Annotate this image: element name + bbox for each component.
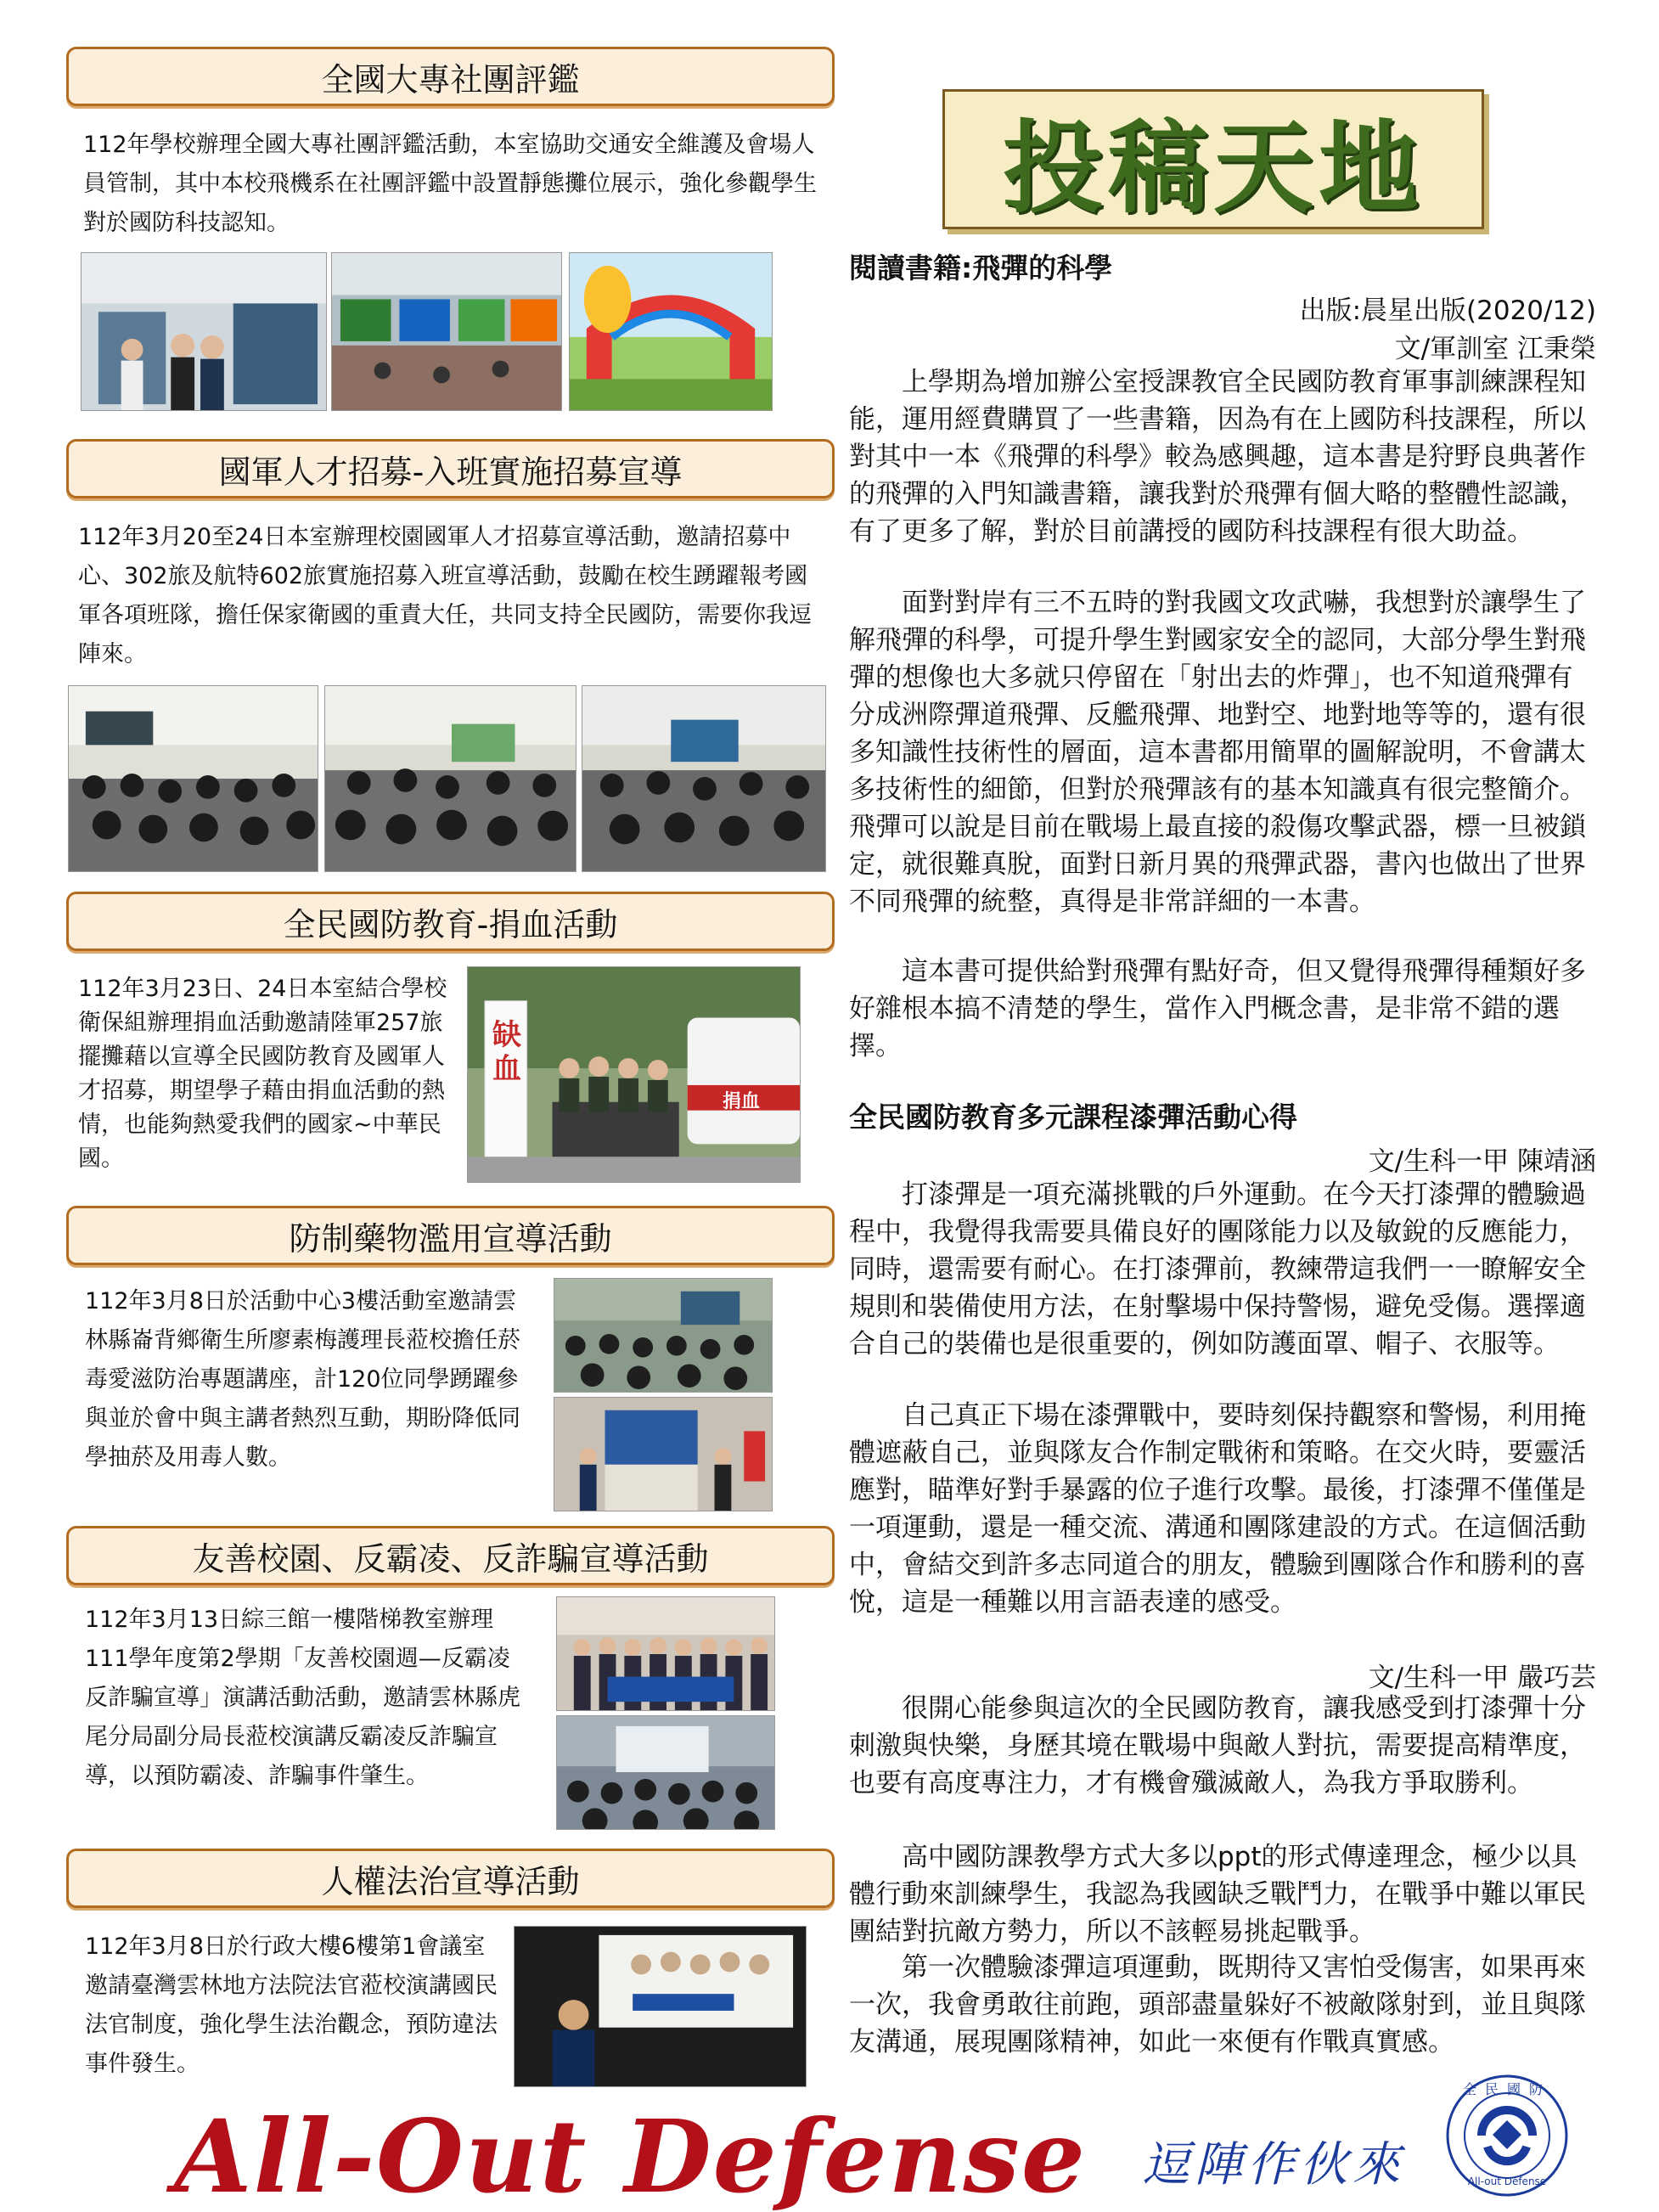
- emblem-bottom-text: All-out Defense: [1467, 2175, 1547, 2187]
- article1-heading: 閱讀書籍:飛彈的科學: [849, 251, 1113, 284]
- section-title-recruitment: 國軍人才招募-入班實施招募宣導: [66, 439, 835, 498]
- photo-drug-lecture-hall: [554, 1278, 773, 1393]
- article2-paragraph-5: 第一次體驗漆彈這項運動，既期待又害怕受傷害，如果再來一次，我會勇敢往前跑，頭部盡量躲好不被敵隊射到，並且與隊友溝通，展現團隊精神，如此一來便有作戰真實感。: [849, 1952, 1586, 2057]
- section-body-club-evaluation: 112年學校辦理全國大專社團評鑑活動，本室協助交通安全維護及會場人員管制，其中本校飛機系在社團評鑑中設置靜態攤位展示，強化參觀學生對於國防科技認知。: [83, 132, 817, 236]
- article2-heading: 全民國防教育多元課程漆彈活動心得: [849, 1100, 1297, 1134]
- photo-booth-hall: [331, 252, 562, 411]
- photo-anti-bullying-group: [556, 1596, 775, 1711]
- bus-text: 捐血: [723, 1091, 761, 1112]
- masthead-title: 投稿天地: [1002, 108, 1424, 227]
- photo-blood-drive: [467, 966, 801, 1183]
- section-title-human-rights: 人權法治宣導活動: [66, 1849, 835, 1908]
- article2-paragraph-1: 打漆彈是一項充滿挑戰的戶外運動。在今天打漆彈的體驗過程中，我覺得我需要具備良好的團隊能力以及敏銳的反應能力，同時，還需要有耐心。在打漆彈前，教練帶這我們一一瞭解安全規則和裝備使用方法，在射擊場中保持警惕，避免受傷。選擇適合自己的裝備也是很重要的，例如防護面罩、帽子、衣服等。: [849, 1179, 1586, 1359]
- footer-slogan: 逗陣作伙來: [1142, 2137, 1405, 2192]
- section-title-club-evaluation: 全國大專社團評鑑: [66, 47, 835, 106]
- article2-paragraph-3: 很開心能參與這次的全民國防教育，讓我感受到打漆彈十分刺激與快樂，身歷其境在戰場中與敵人對抗，需要提高精準度，也要有高度專注力，才有機會殲滅敵人，為我方爭取勝利。: [849, 1693, 1586, 1798]
- article1-paragraph-1: 上學期為增加辦公室授課教官全民國防教育軍事訓練課程知能，運用經費購買了一些書籍，因為有在上國防科技課程，所以對其中一本《飛彈的科學》較為感興趣，這本書是狩野良典著作的飛彈的入門知識書籍，讓我對於飛彈有個大略的整體性認識，有了更多了解，對於目前講授的國防科技課程有很大助益。: [849, 367, 1586, 547]
- article2-paragraph-4: 高中國防課教學方式大多以ppt的形式傳達理念，極少以具體行動來訓練學生，我認為我國缺乏戰鬥力，在戰爭中難以軍民團結對抗敵方勢力，所以不該輕易挑起戰爭。: [849, 1842, 1586, 1947]
- banner-text: 缺血: [492, 1018, 521, 1086]
- emblem-top-text: 全民國防: [1462, 2081, 1551, 2097]
- section-title-friendly-campus: 友善校園、反霸凌、反詐騙宣導活動: [66, 1526, 835, 1585]
- article2-author-1: 文/生科一甲 陳靖涵: [1368, 1146, 1596, 1177]
- photo-classroom-3: [582, 685, 826, 872]
- photo-anti-bullying-lecture: [556, 1715, 775, 1830]
- photo-drug-lecture-stage: [554, 1397, 773, 1511]
- article1-publisher: 出版:晨星出版(2020/12): [1299, 295, 1596, 326]
- photo-classroom-2: [324, 685, 576, 872]
- section-title-blood-donation: 全民國防教育-捐血活動: [66, 892, 835, 951]
- section-body-recruitment: 112年3月20至24日本室辦理校園國軍人才招募宣導活動，邀請招募中心、302旅及航特602旅實施招募入班宣導活動，鼓勵在校生踴躍報考國軍各項班隊，擔任保家衛國的重責大任，共同支持全民國防，需要你我逗陣來。: [78, 524, 812, 667]
- photo-balloon-arch: [569, 252, 773, 411]
- section-body-drug-prevention: 112年3月8日於活動中心3樓活動室邀請雲林縣崙背鄉衛生所廖素梅護理長蒞校擔任菸毒愛滋防治專題講座，計120位同學踴躍參與並於會中與主講者熱烈互動，期盼降低同學抽菸及用毒人數。: [85, 1288, 520, 1471]
- article1-paragraph-3: 這本書可提供給對飛彈有點好奇，但又覺得飛彈得種類好多好雜根本搞不清楚的學生，當作入門概念書，是非常不錯的選擇。: [849, 956, 1586, 1061]
- photo-court-lecture: [514, 1926, 807, 2087]
- section-body-human-rights: 112年3月8日於行政大樓6樓第1會議室邀請臺灣雲林地方法院法官蒞校演講國民法官制度，強化學生法治觀念，預防違法事件發生。: [85, 1933, 498, 2077]
- article1-paragraph-2: 面對對岸有三不五時的對我國文攻武嚇，我想對於讓學生了解飛彈的科學，可提升學生對國家安全的認同，大部分學生對飛彈的想像也大多就只停留在「射出去的炸彈」，也不知道飛彈有分成洲際彈道飛彈、反艦飛彈、地對空、地對地等等的，還有很多知識性技術性的層面，這本書都用簡單的圖解說明，不會講太多技術性的細節，但對於飛彈該有的基本知識真有很完整簡介。飛彈可以說是目前在戰場上最直接的殺傷攻擊武器，標一旦被鎖定，就很難真脫，面對日新月異的飛彈武器，書內也做出了世界不同飛彈的統整，真得是非常詳細的一本書。: [849, 588, 1586, 917]
- photo-classroom-1: [68, 685, 318, 872]
- photo-exhibit-booth: [81, 252, 327, 411]
- section-body-blood-donation: 112年3月23日、24日本室結合學校衛保組辦理捐血活動邀請陸軍257旅擺攤藉以宣導全民國防教育及國軍人才招募，期望學子藉由捐血活動的熱情，也能夠熱愛我們的國家~中華民國。: [78, 976, 447, 1172]
- article2-paragraph-2: 自己真正下場在漆彈戰中，要時刻保持觀察和警惕，利用掩體遮蔽自己，並與隊友合作制定戰術和策略。在交火時，要靈活應對，瞄準好對手暴露的位子進行攻擊。最後，打漆彈不僅僅是一項運動，還是一種交流、溝通和團隊建設的方式。在這個活動中，會結交到許多志同道合的朋友，體驗到團隊合作和勝利的喜悅，這是一種難以用言語表達的感受。: [849, 1400, 1586, 1618]
- article2-author-2: 文/生科一甲 嚴巧芸: [1368, 1663, 1596, 1693]
- article1-author: 文/軍訓室 江秉榮: [1394, 334, 1596, 364]
- footer-logo-text: All-Out Defense: [174, 2097, 1087, 2212]
- section-title-drug-prevention: 防制藥物濫用宣導活動: [66, 1206, 835, 1265]
- masthead-banner: [942, 89, 1484, 229]
- section-body-friendly-campus: 112年3月13日綜三館一樓階梯教室辦理111學年度第2學期「友善校園週—反霸凌反詐騙宣導」演講活動活動，邀請雲林縣虎尾分局副分局長蒞校演講反霸凌反詐騙宣導，以預防霸凌、詐騙事件肇生。: [85, 1607, 520, 1789]
- all-out-defense-emblem: [1443, 2072, 1571, 2199]
